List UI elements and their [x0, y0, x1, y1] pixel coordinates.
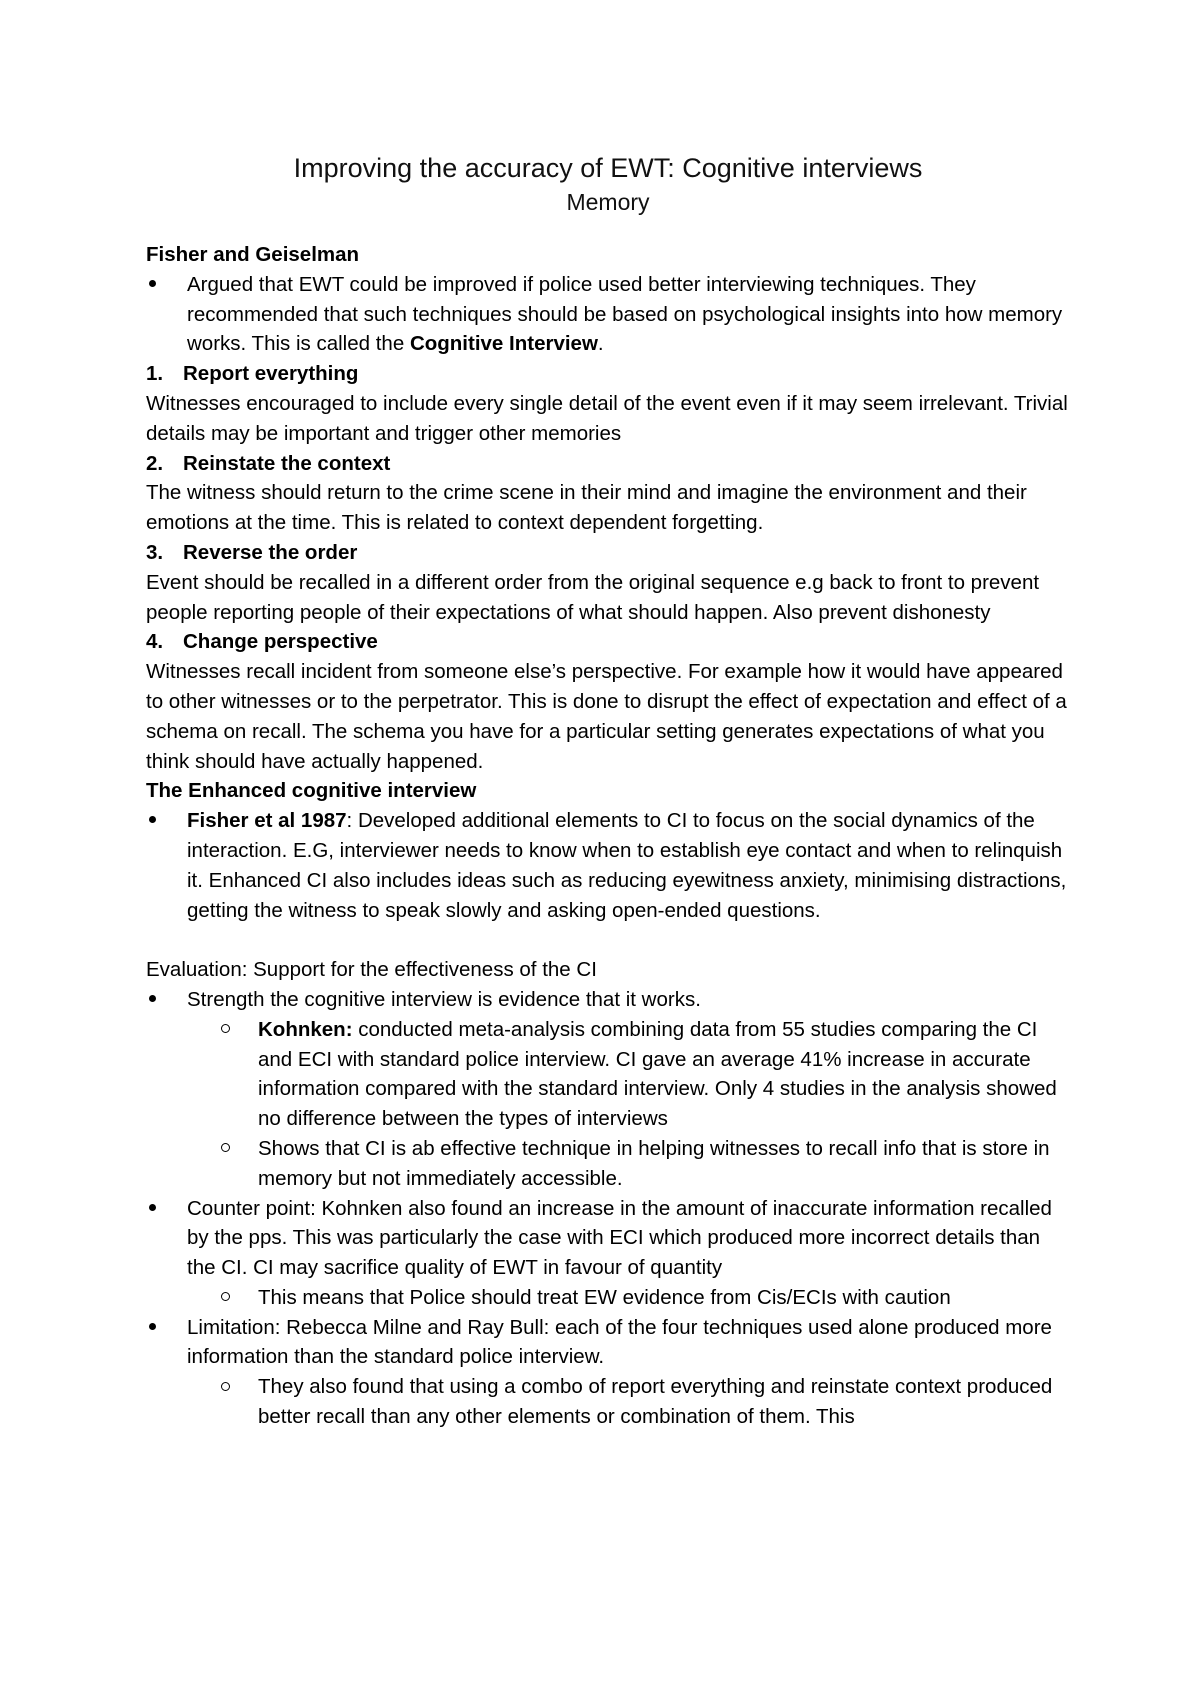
- page-title: Improving the accuracy of EWT: Cognitive interviews: [293, 153, 923, 183]
- hollow-bullet-icon: [221, 1015, 258, 1134]
- bullet-icon: [146, 270, 187, 359]
- technique-text-3: Event should be recalled in a different order from the original sequence e.g back to front to prevent people reporting people of their expectations of what should happen. Also prevent dishonesty: [146, 570, 1040, 624]
- technique-heading-1: 1. Report everything: [146, 362, 359, 386]
- sub-list-item: They also found that using a combo of report everything and reinstate context produced better recall than any other elements or combination of them. This: [146, 1372, 1070, 1432]
- bullet-icon: [146, 1194, 187, 1283]
- list-item: Limitation: Rebecca Milne and Ray Bull: each of the four techniques used alone produced more information than the standard police interview.: [146, 1313, 1070, 1373]
- bullet-icon: [146, 985, 187, 1015]
- sub-list-item: This means that Police should treat EW evidence from Cis/ECIs with caution: [146, 1283, 1070, 1313]
- section-heading-fisher-geiselman: Fisher and Geiselman: [146, 243, 360, 266]
- page-subtitle: Memory: [566, 189, 650, 215]
- sub-list-item: Shows that CI is ab effective technique in helping witnesses to recall info that is store in memory but not immediately accessible.: [146, 1134, 1070, 1194]
- list-item: Strength the cognitive interview is evidence that it works.: [146, 985, 1070, 1015]
- section-heading-evaluation: Evaluation: Support for the effectiveness of the CI: [146, 958, 597, 982]
- list-item: Argued that EWT could be improved if police used better interviewing techniques. They recommended that such techniques should be based on psychological insights into how memory works. This is called the Cognitive Interview.: [146, 270, 1070, 359]
- technique-heading-2: 2. Reinstate the context: [146, 451, 391, 475]
- technique-heading-4: 4. Change perspective: [146, 630, 378, 654]
- section-heading-enhanced-ci: The Enhanced cognitive interview: [146, 779, 477, 803]
- hollow-bullet-icon: [221, 1372, 258, 1432]
- hollow-bullet-icon: [221, 1134, 258, 1194]
- sub-list-item: Kohnken: conducted meta-analysis combining data from 55 studies comparing the CI and ECI with standard police interview. CI gave an average 41% increase in accurate information compared with the standard interview. Only 4 studies in the analysis showed no difference between the types of interviews: [146, 1015, 1070, 1134]
- bullet-icon: [146, 1313, 187, 1373]
- technique-heading-3: 3. Reverse the order: [146, 540, 358, 564]
- hollow-bullet-icon: [221, 1283, 258, 1313]
- bullet-icon: [146, 806, 187, 925]
- technique-text-1: Witnesses encouraged to include every single detail of the event even if it may seem irrelevant. Trivial details may be important and trigger other memories: [146, 391, 1068, 445]
- technique-text-4: Witnesses recall incident from someone else’s perspective. For example how it would have appeared to other witnesses or to the perpetrator. This is done to disrupt the effect of expectation and effect of a schema on recall. The schema you have for a particular setting generates expectations of what you think should have actually happened.: [146, 660, 1067, 773]
- cognitive-interview-term: Cognitive Interview: [409, 332, 598, 356]
- list-item: Counter point: Kohnken also found an increase in the amount of inaccurate information recalled by the pps. This was particularly the case with ECI which produced more incorrect details than the CI. CI may sacrifice quality of EWT in favour of quantity: [146, 1194, 1070, 1283]
- list-item: Fisher et al 1987: Developed additional elements to CI to focus on the social dynamics of the interaction. E.G, interviewer needs to know when to establish eye contact and when to relinquish it. Enhanced CI also includes ideas such as reducing eyewitness anxiety, minimising distractions, getting the witness to speak slowly and asking open-ended questions.: [146, 806, 1070, 925]
- technique-text-2: The witness should return to the crime scene in their mind and imagine the environment and their emotions at the time. This is related to context dependent forgetting.: [146, 481, 1027, 535]
- document-body: [146, 240, 1070, 1432]
